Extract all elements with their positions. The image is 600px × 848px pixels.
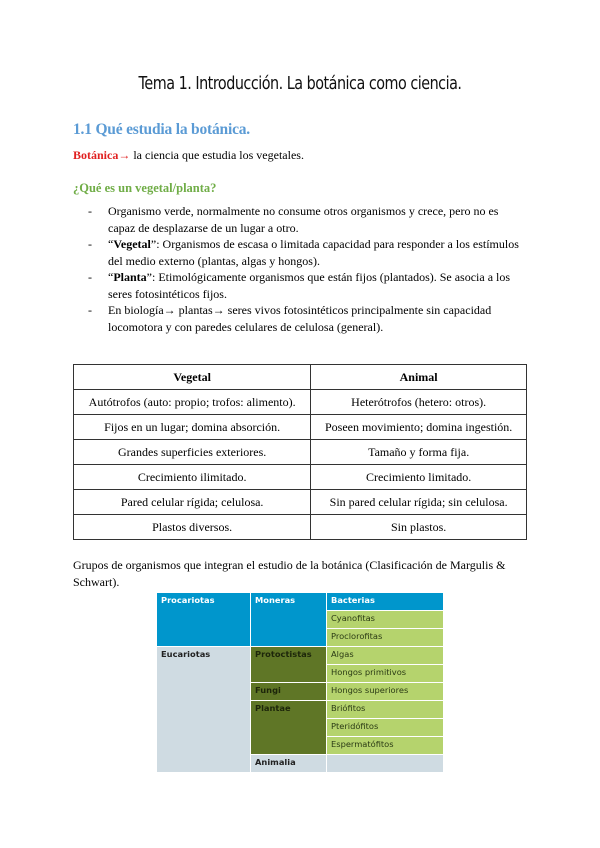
table-cell: Autótrofos (auto: propio; trofos: alimento). bbox=[74, 390, 311, 415]
dash-bullet-icon: - bbox=[88, 303, 92, 317]
bullet-prefix: “ bbox=[108, 237, 114, 251]
group-cyanofitas: Cyanofitas bbox=[327, 611, 444, 629]
bullet-suffix: ”: bbox=[150, 237, 163, 251]
group-algas: Algas bbox=[327, 647, 444, 665]
list-item bbox=[88, 269, 528, 302]
table-row bbox=[74, 515, 527, 540]
bullet-text: Organismo verde, normalmente no consume otros organismos y crece, pero no es capaz de desplazarse de un lugar a otro. bbox=[108, 204, 499, 235]
bullet-term: Planta bbox=[113, 270, 147, 284]
dash-bullet-icon: - bbox=[88, 204, 92, 218]
bullet-text: Organismos de escasa o limitada capacidad para responder a los estímulos del medio externo (plantas, algas y hongos). bbox=[108, 237, 519, 268]
bullet-list bbox=[88, 203, 528, 335]
bullet-term: Vegetal bbox=[113, 237, 151, 251]
kingdom-moneras: Moneras bbox=[251, 593, 327, 647]
comparison-table bbox=[73, 364, 527, 540]
list-item bbox=[88, 302, 528, 335]
group-empty-cell bbox=[327, 755, 444, 773]
table-cell: Grandes superficies exteriores. bbox=[74, 440, 311, 465]
group-espermatofitos: Espermatófitos bbox=[327, 737, 444, 755]
table-cell: Heterótrofos (hetero: otros). bbox=[311, 390, 527, 415]
table-row bbox=[157, 647, 444, 665]
groups-intro: Grupos de organismos que integran el estudio de la botánica (Clasificación de Margulis & Schwart). bbox=[73, 558, 506, 589]
table-cell: Crecimiento limitado. bbox=[311, 465, 527, 490]
table-cell: Tamaño y forma fija. bbox=[311, 440, 527, 465]
group-hongos-primitivos: Hongos primitivos bbox=[327, 665, 444, 683]
domain-procariotas: Procariotas bbox=[157, 593, 251, 647]
table-cell: Poseen movimiento; domina ingestión. bbox=[311, 415, 527, 440]
bullet-prefix: “ bbox=[108, 270, 114, 284]
kingdom-fungi: Fungi bbox=[251, 683, 327, 701]
definition-line bbox=[73, 148, 304, 163]
dash-bullet-icon: - bbox=[88, 237, 92, 251]
list-item bbox=[88, 236, 528, 269]
dash-bullet-icon: - bbox=[88, 270, 92, 284]
kingdom-protoctistas: Protoctistas bbox=[251, 647, 327, 683]
table-cell: Sin pared celular rígida; sin celulosa. bbox=[311, 490, 527, 515]
column-header-vegetal: Vegetal bbox=[74, 365, 311, 390]
table-row bbox=[74, 465, 527, 490]
table-cell: Fijos en un lugar; domina absorción. bbox=[74, 415, 311, 440]
group-briofitos: Briófitos bbox=[327, 701, 444, 719]
kingdom-plantae: Plantae bbox=[251, 701, 327, 755]
definition-term: Botánica bbox=[73, 148, 119, 162]
group-hongos-superiores: Hongos superiores bbox=[327, 683, 444, 701]
list-item bbox=[88, 203, 528, 236]
table-row bbox=[74, 415, 527, 440]
column-header-animal: Animal bbox=[311, 365, 527, 390]
domain-eucariotas: Eucariotas bbox=[157, 647, 251, 773]
table-header-row bbox=[74, 365, 527, 390]
bullet-text: Etimológicamente organismos que están fijos (plantados). Se asocia a los seres fotosintéticos fijos. bbox=[108, 270, 511, 301]
group-proclorofitas: Proclorofitas bbox=[327, 629, 444, 647]
bullet-suffix: ”: bbox=[146, 270, 159, 284]
table-row bbox=[74, 440, 527, 465]
kingdom-animalia: Animalia bbox=[251, 755, 327, 773]
arrow-icon: → bbox=[118, 148, 131, 162]
definition-text: la ciencia que estudia los vegetales. bbox=[130, 148, 304, 162]
section-heading: 1.1 Qué estudia la botánica. bbox=[73, 121, 250, 138]
group-pteridofitos: Pteridófitos bbox=[327, 719, 444, 737]
table-row bbox=[74, 390, 527, 415]
classification-table bbox=[156, 592, 444, 773]
bullet-text: En biología→ plantas→ seres vivos fotosintéticos principalmente sin capacidad locomotora y con paredes celulares de celulosa (general). bbox=[108, 303, 492, 334]
page-title: Tema 1. Introducción. La botánica como ciencia. bbox=[138, 74, 462, 94]
table-cell: Crecimiento ilimitado. bbox=[74, 465, 311, 490]
group-bacterias: Bacterias bbox=[327, 593, 444, 611]
table-cell: Plastos diversos. bbox=[74, 515, 311, 540]
table-cell: Pared celular rígida; celulosa. bbox=[74, 490, 311, 515]
table-cell: Sin plastos. bbox=[311, 515, 527, 540]
subheading: ¿Qué es un vegetal/planta? bbox=[73, 181, 217, 195]
table-row bbox=[74, 490, 527, 515]
table-row bbox=[157, 593, 444, 611]
